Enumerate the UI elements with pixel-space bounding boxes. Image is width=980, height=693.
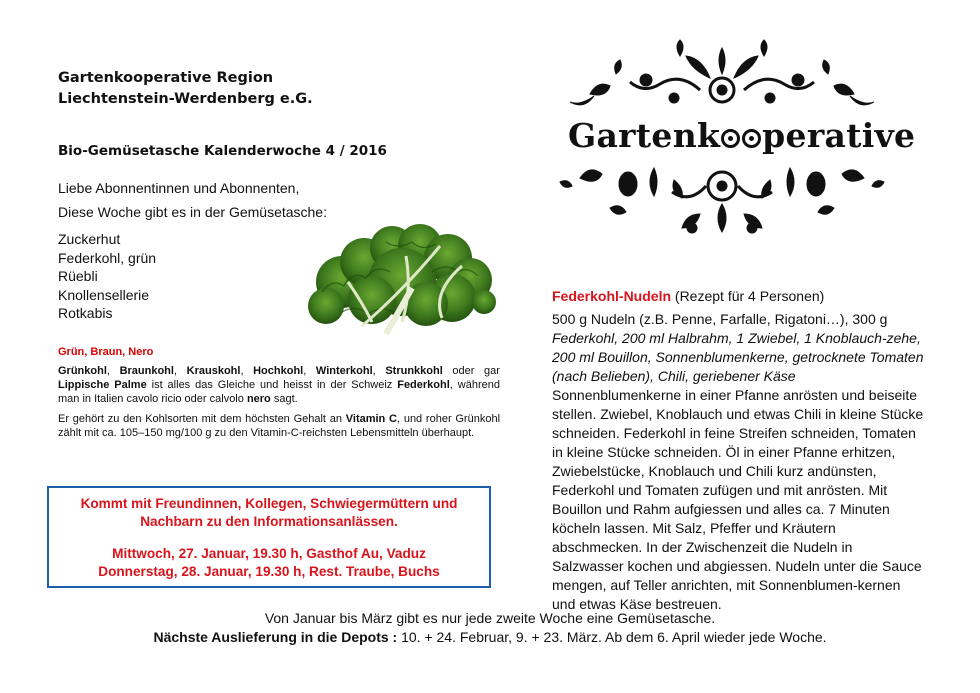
logo-wordmark (568, 116, 915, 155)
recipe-ingredients: 500 g Nudeln (z.B. Penne, Farfalle, Rigatoni…), 300 g (552, 311, 888, 327)
event-line-2: Nachbarn zu den Informationsanlässen. (140, 514, 398, 529)
logo-o-icon (742, 129, 761, 148)
event-line-1: Kommt mit Freundinnen, Kollegen, Schwiegermüttern und (80, 496, 458, 511)
recipe-name: Federkohl-Nudeln (552, 288, 672, 304)
kale-name: Winterkohl (315, 365, 373, 377)
recipe-instructions: Sonnenblumenkerne in einer Pfanne anrösten und beiseite stellen. Zwiebel, Knoblauch und etwas Chili in kleine Stücke schneiden. Federkohl in feine Streifen schneiden, Tomaten in kleine Stücke schneiden. Öl in einer Pfanne erhitzen, Zwiebelstücke, Knoblauch und Chili kurz andünsten, Federkohl und Tomaten zufügen und mit anrösten. Mit Bouillon und Rahm aufgiessen und alles ca. 7 Minuten köcheln lassen. Mit Salz, Pfeffer und Kräutern abschmecken. In der Zwischenzeit die Nudeln in Salzwasser kochen und abgiessen. Nudeln unter die Sauce mengen, auf Teller anrichten, mit Sonnenblumen-kernen und etwas Käse bestreuen. (552, 387, 924, 612)
list-item: Federkohl, grün (58, 249, 157, 266)
kale-name: Strunkkohl (385, 365, 443, 377)
recipe-title (552, 288, 824, 304)
org-line-2: Liechtenstein-Werdenberg e.G. (58, 91, 313, 107)
kale-image (302, 222, 498, 336)
org-line-1: Gartenkooperative Region (58, 70, 274, 86)
kale-name: Hochkohl (253, 365, 304, 377)
list-item: Knollensellerie (58, 286, 150, 303)
footer-dates: 10. + 24. Februar, 9. + 23. März. Ab dem 6. April wieder jede Woche. (397, 629, 827, 645)
event-line-3: Mittwoch, 27. Januar, 19.30 h, Gasthof Au, Vaduz (112, 546, 426, 561)
text: , und roher Grünkohl zählt mit ca. 105–150 mg/100 g zu den Vitamin-C-reichsten Lebensmitteln überhaupt. (58, 413, 501, 440)
list-item: Rüebli (58, 268, 98, 284)
document-title: Bio-Gemüsetasche Kalenderwoche 4 / 2016 (58, 143, 387, 159)
kale-subtitle: Grün, Braun, Nero (58, 346, 154, 358)
footer-bold: Nächste Auslieferung in die Depots : (153, 629, 398, 645)
list-item: Zuckerhut (58, 231, 121, 247)
event-line-4: Donnerstag, 28. Januar, 19.30 h, Rest. Traube, Buchs (98, 564, 440, 579)
organization-name (58, 68, 313, 110)
kale-name: nero (246, 393, 271, 406)
greeting-line-1: Liebe Abonnentinnen und Abonnenten, (58, 180, 300, 196)
vitamin-paragraph (58, 412, 500, 440)
kale-name: Federkohl (397, 379, 450, 392)
event-box (47, 486, 491, 588)
greeting (58, 176, 327, 224)
greeting-line-2: Diese Woche gibt es in der Gemüsetasche: (58, 204, 327, 220)
text: oder gar (452, 365, 500, 377)
recipe-servings: (Rezept für 4 Personen) (671, 288, 825, 304)
logo-o-icon (721, 129, 740, 148)
kale-name: Lippische Palme (58, 379, 147, 392)
vitamin-c: Vitamin C (345, 413, 397, 425)
text: , während man in Italien cavolo ricio oder calvolo (58, 379, 500, 406)
list-item: Rotkabis (58, 305, 113, 321)
recipe-body (552, 310, 927, 614)
logo-text-part: Gartenk (568, 116, 721, 155)
kale-name: Braunkohl (119, 365, 174, 377)
logo-text-part: perative (762, 116, 916, 155)
kale-name: Krauskohl (186, 365, 241, 377)
recipe-ingredients-italic: Federkohl, 200 ml Halbrahm, 1 Zwiebel, 1 Knoblauch-zehe, 200 ml Bouillon, Sonnenblumenkerne, getrocknete Tomaten (nach Belieben), Chili, geriebener Käse (552, 330, 924, 384)
footer-line-1: Von Januar bis März gibt es nur jede zweite Woche eine Gemüsetasche. (264, 610, 716, 626)
text: sagt. (273, 393, 298, 406)
kale-name: Grünkohl (58, 365, 107, 377)
vegetable-list (58, 230, 156, 323)
text: ist alles das Gleiche und heisst in der Schweiz (151, 379, 393, 392)
kale-names-paragraph: Grünkohl, Braunkohl, Krauskohl, Hochkohl, Winterkohl, Strunkkohl oder gar Lippische Palme ist alles das Gleiche und heisst in der Schweiz Federkohl, während man in Italien cavolo ricio oder calvolo nero sagt. (58, 365, 500, 406)
footer-line-2 (0, 628, 980, 647)
text: Er gehört zu den Kohlsorten mit dem höchsten Gehalt an (58, 413, 342, 425)
